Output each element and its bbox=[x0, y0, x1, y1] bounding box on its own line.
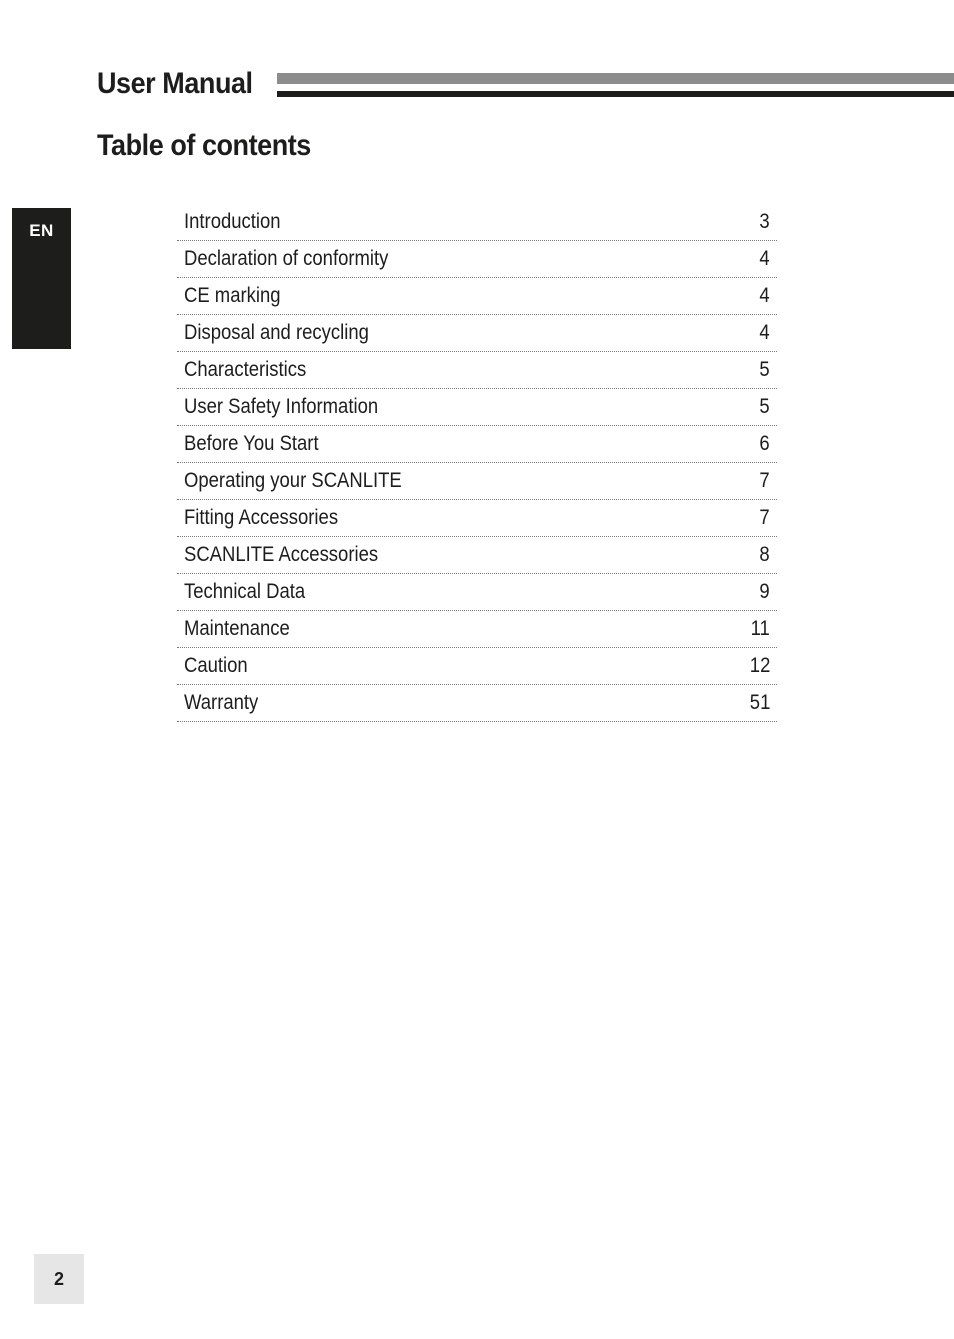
toc-entry-page: 7 bbox=[759, 506, 770, 529]
toc-entry-label: Introduction bbox=[184, 210, 281, 233]
toc-entry[interactable] bbox=[177, 538, 777, 574]
toc-heading: Table of contents bbox=[97, 129, 311, 162]
toc-entry-page: 8 bbox=[759, 543, 770, 566]
toc-entry[interactable] bbox=[177, 501, 777, 537]
toc-entry-label: Declaration of conformity bbox=[184, 247, 389, 270]
toc-entry-label: Technical Data bbox=[184, 580, 306, 603]
language-tab-label: EN bbox=[29, 221, 54, 240]
manual-title: User Manual bbox=[97, 67, 253, 100]
toc-entry[interactable] bbox=[177, 390, 777, 426]
toc-entry-page: 3 bbox=[759, 210, 770, 233]
toc-entry-page: 4 bbox=[759, 247, 770, 270]
toc-entry[interactable] bbox=[177, 649, 777, 685]
toc-entry-label: User Safety Information bbox=[184, 395, 379, 418]
toc-entry-label: Caution bbox=[184, 654, 248, 677]
toc-entry-page: 11 bbox=[750, 617, 770, 640]
toc-entry-page: 51 bbox=[749, 691, 770, 714]
toc-entry[interactable] bbox=[177, 205, 777, 241]
toc-entry[interactable] bbox=[177, 316, 777, 352]
toc-entry-page: 4 bbox=[759, 284, 770, 307]
toc-entry-label: Fitting Accessories bbox=[184, 506, 339, 529]
toc-entry-label: Characteristics bbox=[184, 358, 307, 381]
toc-entry[interactable] bbox=[177, 279, 777, 315]
toc-entry[interactable] bbox=[177, 427, 777, 463]
toc-entry-label: Warranty bbox=[184, 691, 259, 714]
toc-entry-label: SCANLITE Accessories bbox=[184, 543, 379, 566]
toc-entry-label: Before You Start bbox=[184, 432, 319, 455]
language-tab bbox=[12, 208, 71, 349]
toc-entry[interactable] bbox=[177, 353, 777, 389]
toc-entry-label: Maintenance bbox=[184, 617, 290, 640]
toc-entry-page: 9 bbox=[759, 580, 770, 603]
toc-entry-page: 5 bbox=[759, 358, 770, 381]
toc-list bbox=[177, 205, 777, 723]
toc-entry[interactable] bbox=[177, 686, 777, 722]
toc-entry-page: 7 bbox=[759, 469, 770, 492]
page-number: 2 bbox=[34, 1254, 84, 1304]
toc-entry-page: 6 bbox=[759, 432, 770, 455]
toc-entry[interactable] bbox=[177, 575, 777, 611]
toc-entry-label: Disposal and recycling bbox=[184, 321, 369, 344]
toc-entry[interactable] bbox=[177, 464, 777, 500]
toc-entry-label: CE marking bbox=[184, 284, 281, 307]
header-rule-black bbox=[277, 91, 954, 97]
toc-entry[interactable] bbox=[177, 242, 777, 278]
toc-entry[interactable] bbox=[177, 612, 777, 648]
header-rule-gray bbox=[277, 73, 954, 84]
toc-entry-label: Operating your SCANLITE bbox=[184, 469, 402, 492]
toc-entry-page: 4 bbox=[759, 321, 770, 344]
toc-entry-page: 5 bbox=[759, 395, 770, 418]
toc-entry-page: 12 bbox=[749, 654, 770, 677]
